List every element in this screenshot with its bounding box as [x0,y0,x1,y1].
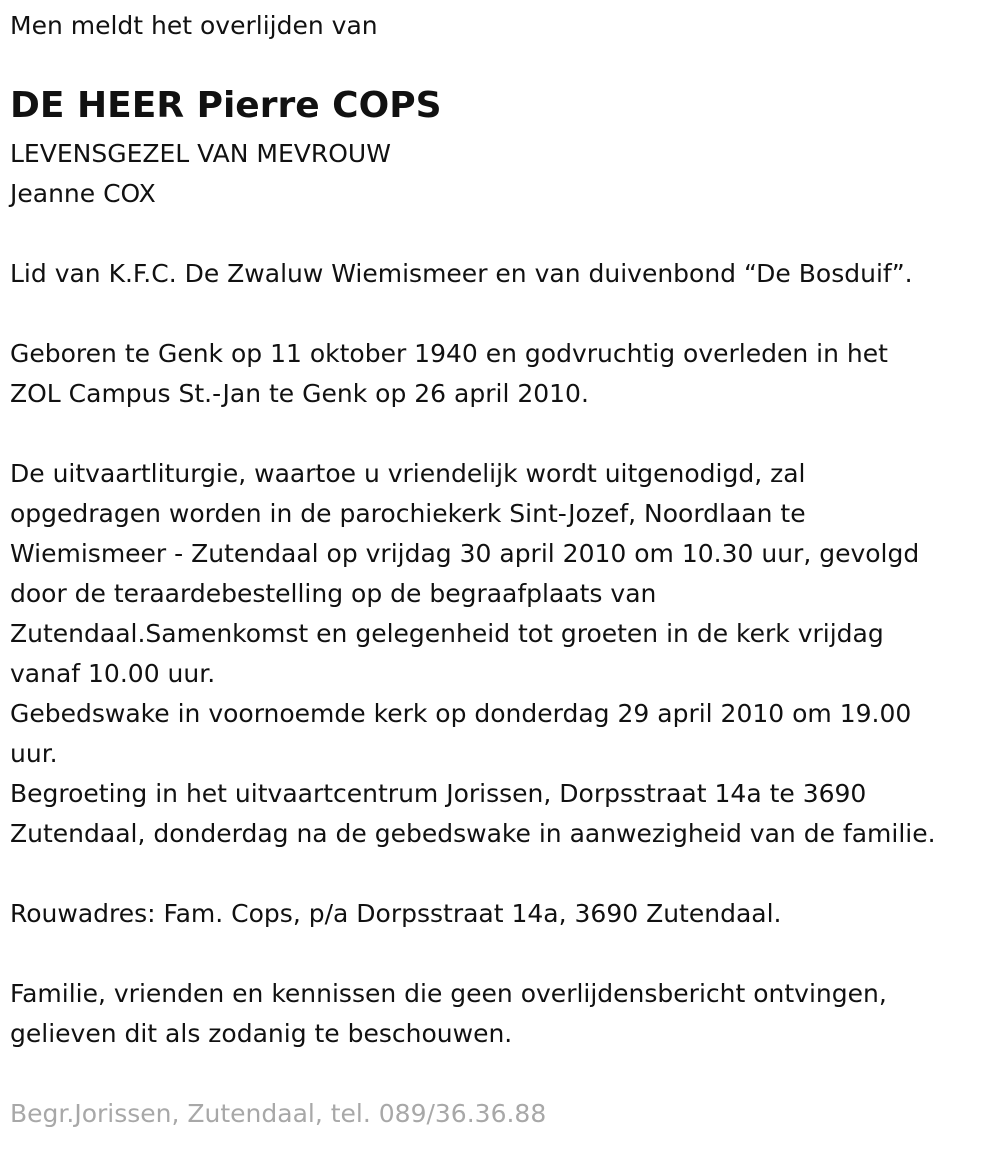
spacer [10,934,936,974]
deceased-name: DE HEER Pierre COPS [10,85,442,126]
closing-text: gelieven dit als zodanig te beschouwen. [10,1019,513,1048]
greeting-text: Zutendaal, donderdag na de gebedswake in aanwezigheid van de familie. [10,819,936,848]
partner-name: Jeanne COX [10,179,156,208]
funeral-home-footer: Begr.Jorissen, Zutendaal, tel. 089/36.36.88 [10,1099,547,1128]
funeral-text: door de teraardebestelling op de begraafplaats van [10,579,657,608]
wake-text: Gebedswake in voornoemde kerk op donderdag 29 april 2010 om 19.00 [10,699,912,728]
spacer [10,294,936,334]
funeral-text: De uitvaartliturgie, waartoe u vriendelijk wordt uitgenodigd, zal [10,459,806,488]
intro-text: Men meldt het overlijden van [10,11,378,40]
spacer [10,854,936,894]
mourning-address: Rouwadres: Fam. Cops, p/a Dorpsstraat 14a, 3690 Zutendaal. [10,899,782,928]
wake-text: uur. [10,739,58,768]
closing-text: Familie, vrienden en kennissen die geen overlijdensbericht ontvingen, [10,979,887,1008]
funeral-text: vanaf 10.00 uur. [10,659,216,688]
notice-body [10,254,936,1054]
greeting-text: Begroeting in het uitvaartcentrum Jorissen, Dorpsstraat 14a te 3690 [10,779,867,808]
partner-line: LEVENSGEZEL VAN MEVROUW [10,139,391,168]
funeral-text: Wiemismeer - Zutendaal op vrijdag 30 april 2010 om 10.30 uur, gevolgd [10,539,920,568]
partner-block [10,134,391,214]
funeral-text: Zutendaal.Samenkomst en gelegenheid tot groeten in de kerk vrijdag [10,619,884,648]
spacer [10,414,936,454]
birth-text: ZOL Campus St.-Jan te Genk op 26 april 2010. [10,379,589,408]
membership-text: Lid van K.F.C. De Zwaluw Wiemismeer en van duivenbond “De Bosduif”. [10,259,913,288]
funeral-text: opgedragen worden in de parochiekerk Sint-Jozef, Noordlaan te [10,499,806,528]
birth-text: Geboren te Genk op 11 oktober 1940 en godvruchtig overleden in het [10,339,888,368]
